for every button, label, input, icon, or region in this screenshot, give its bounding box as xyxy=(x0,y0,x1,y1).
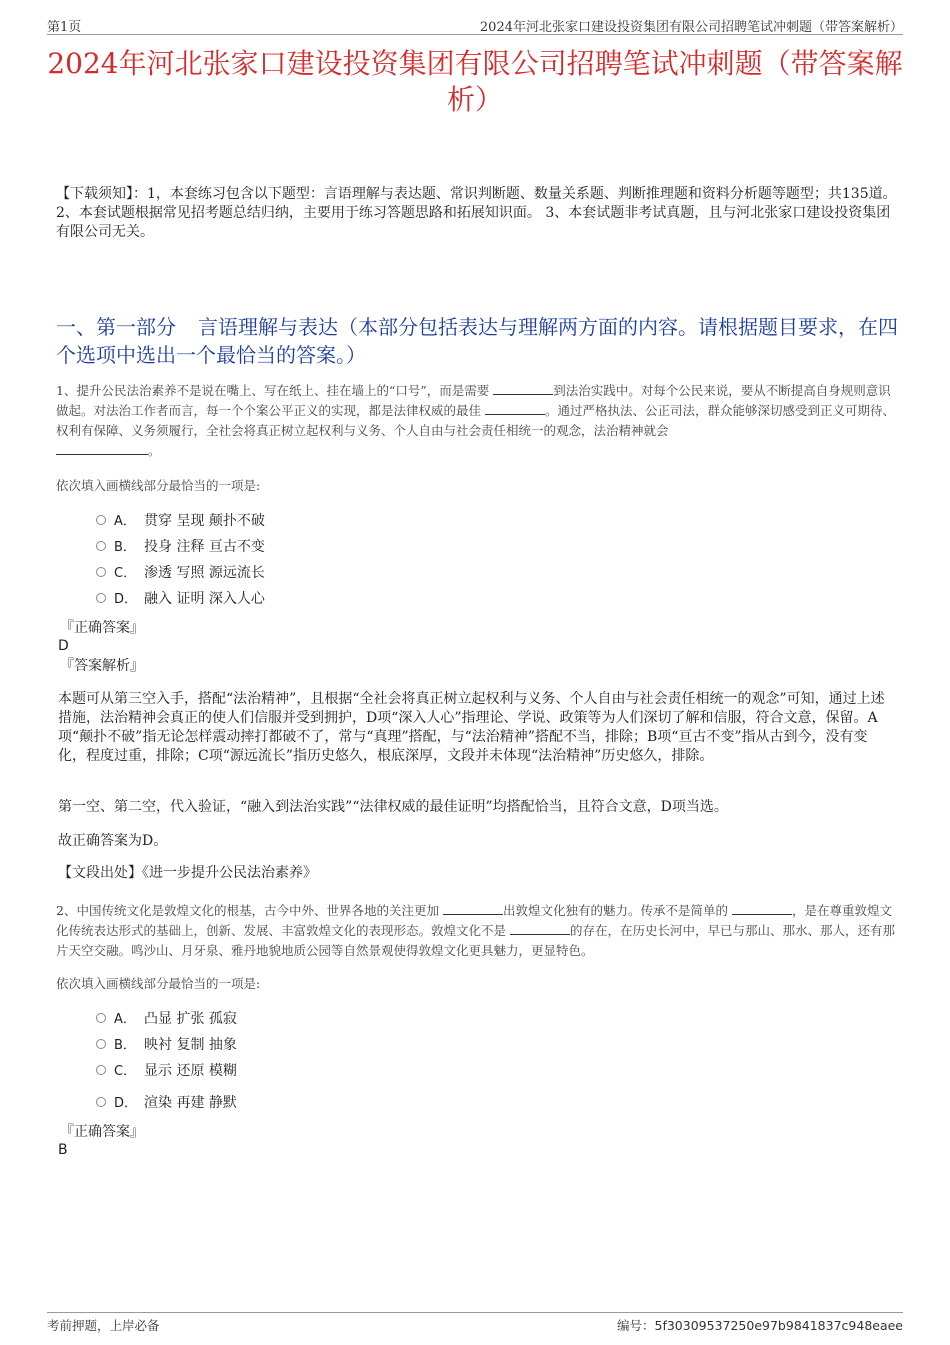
question-1-option-b[interactable]: B． 投身 注释 亘古不变 xyxy=(96,537,265,557)
page-title: 2024年河北张家口建设投资集团有限公司招聘笔试冲刺题（带答案解析） xyxy=(47,47,903,116)
radio-icon[interactable] xyxy=(96,567,106,577)
footer-code: 编号：5f30309537250e97b9841837c948eaee xyxy=(616,1318,903,1333)
radio-icon[interactable] xyxy=(96,593,106,603)
page-header xyxy=(47,14,903,35)
question-1-option-d[interactable]: D． 融入 证明 深入人心 xyxy=(96,589,265,609)
radio-icon[interactable] xyxy=(96,1065,106,1075)
fill-blank xyxy=(443,902,503,915)
radio-icon[interactable] xyxy=(96,1013,106,1023)
question-2-prompt: 依次填入画横线部分最恰当的一项是: xyxy=(56,976,261,991)
download-notice: 【下载须知】：1，本套练习包含以下题型：言语理解与表达题、常识判断题、数量关系题、判断推理题和资料分析题等题型；共135道。 2、本套试题根据常见招考题总结归纳，主要用于练习答题思路和拓展知识面。 3、本套试题非考试真题，且与河北张家口建设投资集团有限公司无关。 xyxy=(56,186,897,240)
fill-blank xyxy=(56,442,148,455)
fill-blank xyxy=(493,382,553,395)
question-2-stem: 2、中国传统文化是敦煌文化的根基，古今中外、世界各地的关注更加 出敦煌文化独有的魅力。传承不是简单的 ，是在尊重敦煌文化传统表达形式的基础上，创新、发展、丰富敦煌文化的表现形态。敦煌文化不是 的存在，在历史长河中，早已与那山、那水、那人，还有那片天空交融。鸣沙山、月牙泉、雅丹地貌地质公园等自然景观使得敦煌文化更具魅力，更显特色。 xyxy=(56,903,896,958)
question-2-answer-label: 『正确答案』 xyxy=(60,1124,144,1140)
question-1-source: 【文段出处】《进一步提升公民法治素养》 xyxy=(58,865,317,881)
fill-blank xyxy=(510,922,570,935)
question-2-answer: B xyxy=(58,1142,68,1158)
question-1-conclusion: 故正确答案为D。 xyxy=(58,833,168,849)
radio-icon[interactable] xyxy=(96,1097,106,1107)
fill-blank xyxy=(485,402,545,415)
question-2-option-a[interactable]: A． 凸显 扩张 孤寂 xyxy=(96,1009,237,1029)
question-1-answer: D xyxy=(58,638,69,654)
question-1-answer-label: 『正确答案』 xyxy=(60,620,144,636)
question-1-analysis-label: 『答案解析』 xyxy=(60,658,144,674)
section-heading xyxy=(56,313,898,369)
question-1-stem: 1、提升公民法治素养不是说在嘴上、写在纸上、挂在墙上的“口号”，而是需要 到法治实践中。对每个公民来说，要从不断提高自身规则意识做起。对法治工作者而言，每一个个案公平正义的实现，都是法律权威的最佳 。通过严格执法、公正司法，群众能够深切感受到正义可期待、权利有保障、义务须履行，全社会将真正树立起权利与义务、个人自由与社会责任相统一的观念，法治精神就会 。 xyxy=(56,383,896,458)
question-2-option-c[interactable]: C． 显示 还原 模糊 xyxy=(96,1061,237,1081)
question-1-verify: 第一空、第二空，代入验证，“融入到法治实践”“法律权威的最佳证明”均搭配恰当，且符合文意，D项当选。 xyxy=(58,799,728,815)
radio-icon[interactable] xyxy=(96,1039,106,1049)
question-1-analysis: 本题可从第三空入手，搭配“法治精神”，且根据“全社会将真正树立起权利与义务、个人自由与社会责任相统一的观念”可知，通过上述措施，法治精神会真正的使人们信服并受到拥护，D项“深入人心”指理论、学说、政策等为人们深切了解和信服，符合文意，保留。A项“颠扑不破”指无论怎样震动摔打都破不了，常与“真理”搭配，与“法治精神”搭配不当，排除；B项“亘古不变”指从古到今，没有变化，程度过重，排除；C项“源远流长”指历史悠久，根底深厚，文段并未体现“法治精神”历史悠久，排除。 xyxy=(58,691,885,764)
question-1-option-c[interactable]: C． 渗透 写照 源远流长 xyxy=(96,563,265,583)
radio-icon[interactable] xyxy=(96,515,106,525)
question-1-option-a[interactable]: A． 贯穿 呈现 颠扑不破 xyxy=(96,511,265,531)
question-1-prompt: 依次填入画横线部分最恰当的一项是: xyxy=(56,478,261,493)
section-title: 言语理解与表达（本部分包括表达与理解两方面的内容。请根据题目要求，在四个选项中选出一个最恰当的答案。） xyxy=(56,315,898,367)
fill-blank xyxy=(732,902,792,915)
header-doc-title: 2024年河北张家口建设投资集团有限公司招聘笔试冲刺题（带答案解析） xyxy=(479,20,903,35)
page-footer xyxy=(47,1312,903,1333)
footer-slogan: 考前押题，上岸必备 xyxy=(47,1318,160,1333)
page-number: 第1页 xyxy=(47,20,82,35)
radio-icon[interactable] xyxy=(96,541,106,551)
question-2-option-b[interactable]: B． 映衬 复制 抽象 xyxy=(96,1035,237,1055)
section-part: 一、第一部分 xyxy=(56,315,176,339)
question-2-option-d[interactable]: D． 渲染 再建 静默 xyxy=(96,1093,237,1113)
